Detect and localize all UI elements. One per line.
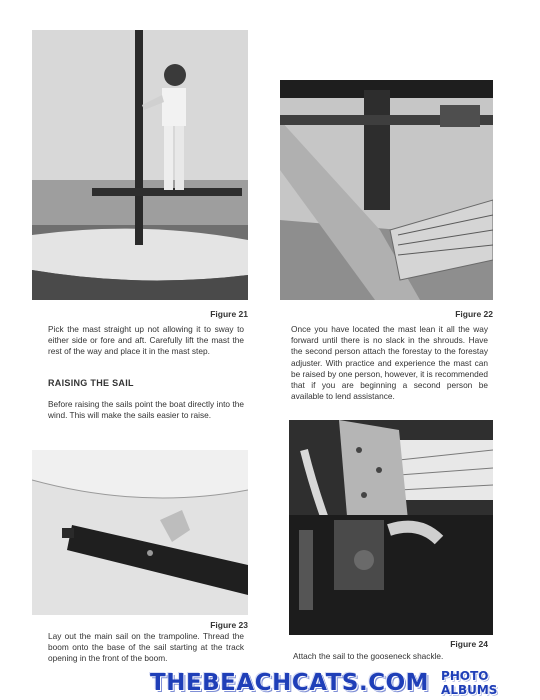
figure-21-caption: Figure 21: [210, 309, 248, 319]
figure-23-caption: Figure 23: [210, 620, 248, 630]
section-heading-raising-sail: RAISING THE SAIL: [48, 378, 134, 388]
paragraph-figure-21: Pick the mast straight up not allowing it to sway to either side or fore and aft. Carefully lift the mast the rest of the way and place it in the mast step.: [48, 324, 244, 357]
watermark: [150, 666, 540, 700]
figure-22-photo: [280, 80, 493, 300]
figure-24-caption: Figure 24: [450, 639, 488, 649]
figure-23-photo: [32, 450, 248, 615]
watermark-photo-albums: PHOTO ALBUMS: [441, 669, 498, 697]
watermark-site-name: THEBEACHCATS.COM: [150, 670, 430, 696]
paragraph-figure-24: Attach the sail to the gooseneck shackle.: [293, 651, 444, 661]
paragraph-raising-sail: Before raising the sails point the boat directly into the wind. This will make the sails easier to raise.: [48, 399, 244, 421]
figure-21-photo: [32, 30, 248, 300]
paragraph-figure-22: Once you have located the mast lean it all the way forward until there is no slack in the shrouds. Have the second person attach the forestay to the forestay adjuster. With practice and experience the mast can be raised by one person, however, it is recommended that if you are beginning a second person be available to lend assistance.: [291, 324, 488, 402]
paragraph-figure-23: Lay out the main sail on the trampoline. Thread the boom onto the base of the sail starting at the track opening in the front of the boom.: [48, 631, 244, 664]
figure-22-caption: Figure 22: [455, 309, 493, 319]
figure-24-photo: [289, 420, 493, 635]
